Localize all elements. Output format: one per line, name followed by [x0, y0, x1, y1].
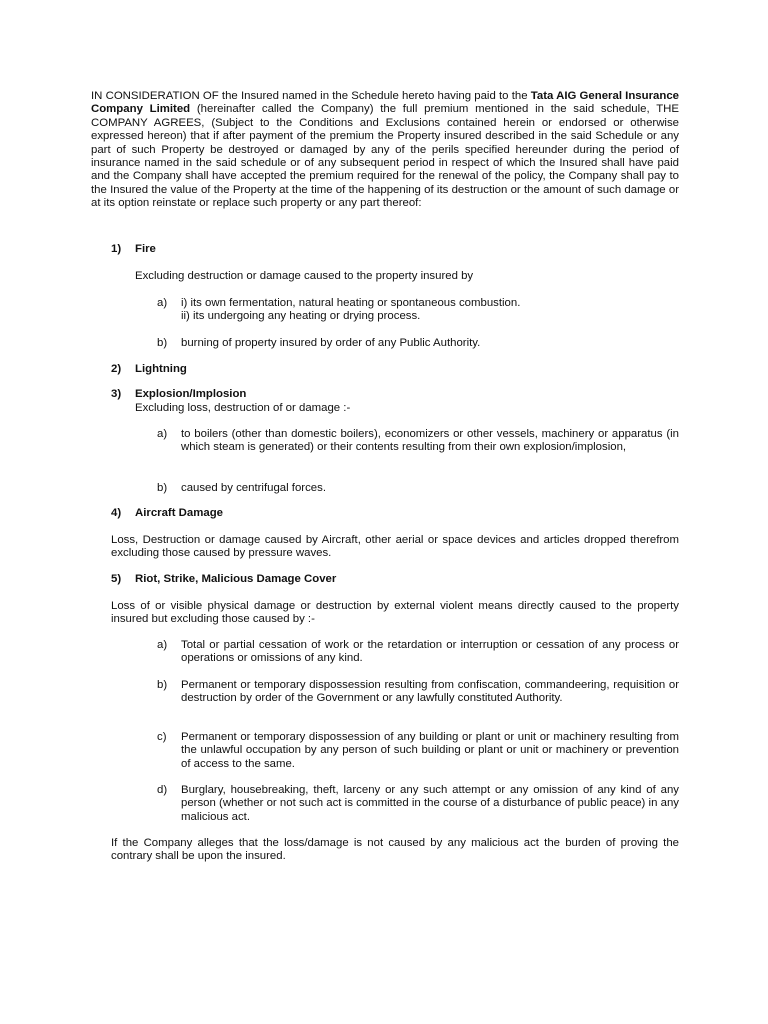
item-text: burning of property insured by order of any Public Authority.	[181, 337, 481, 349]
item-text: Permanent or temporary dispossession resulting from confiscation, commandeering, requisition or destruction by order of the Government or any lawfully constituted Authority.	[181, 679, 679, 705]
riot-closing: If the Company alleges that the loss/damage is not caused by any malicious act the burden of proving the contrary shall be upon the insured.	[111, 837, 679, 863]
section-heading-lightning	[111, 363, 187, 376]
explosion-intro: Excluding loss, destruction of or damage :-	[135, 402, 351, 414]
fire-item-a	[157, 297, 679, 324]
section-number: 1)	[111, 243, 122, 255]
item-label: a)	[157, 297, 168, 309]
item-label: c)	[157, 731, 167, 743]
item-label: b)	[157, 337, 168, 349]
riot-item-d	[157, 784, 679, 824]
section-title: Aircraft Damage	[135, 507, 223, 519]
intro-text-2: (hereinafter called the Company) the full premium mentioned in the said schedule, THE COMPANY AGREES, (Subject to the Conditions and Exclusions contained herein or endorsed or otherwise expressed hereon) that if after payment of the premium the Property insured described in the said Schedule or any part of such Property be destroyed or damaged by any of the perils specified hereunder during the period of insurance named in the said schedule or of any subsequent period in respect of which the Insured shall have paid and the Company shall have accepted the premium required for the renewal of the policy, the Company shall pay to the Insured the value of the Property at the time of the happening of its destruction or the amount of such damage or at its option reinstate or replace such property or any part thereof:	[91, 103, 679, 210]
company-name: Tata AIG General Insurance Company Limited	[91, 90, 679, 116]
section-title: Fire	[135, 243, 156, 255]
explosion-item-b	[157, 482, 679, 495]
fire-intro: Excluding destruction or damage caused to the property insured by	[135, 270, 474, 282]
intro-text-1: IN CONSIDERATION OF the Insured named in the Schedule hereto having paid to the	[91, 90, 531, 102]
riot-item-a	[157, 639, 679, 666]
item-label: d)	[157, 784, 168, 796]
explosion-item-a	[157, 428, 679, 455]
riot-item-c	[157, 731, 679, 771]
item-label: a)	[157, 639, 168, 651]
riot-item-b	[157, 679, 679, 706]
section-heading-aircraft	[111, 507, 223, 520]
section-title: Lightning	[135, 363, 187, 375]
section-heading-fire	[111, 243, 156, 256]
item-label: b)	[157, 482, 168, 494]
section-title: Riot, Strike, Malicious Damage Cover	[135, 573, 337, 585]
item-text: Burglary, housebreaking, theft, larceny or any such attempt or any omission of any kind of any person (whether or not such act is committed in the course of a disturbance of public peace) in any malicious act.	[181, 784, 679, 823]
intro-paragraph	[91, 90, 679, 211]
item-text: Total or partial cessation of work or the retardation or interruption or cessation of any process or operations or omissions of any kind.	[181, 639, 679, 665]
item-label: a)	[157, 428, 168, 440]
section-heading-riot	[111, 573, 336, 586]
section-heading-explosion	[111, 388, 246, 401]
item-text: Permanent or temporary dispossession of any building or plant or unit or machinery resulting from the unlawful occupation by any person of such building or plant or unit or machinery or prevention of access to the same.	[181, 731, 679, 770]
fire-item-a-ii: ii) its undergoing any heating or drying process.	[181, 310, 421, 323]
item-text: to boilers (other than domestic boilers), economizers or other vessels, machinery or apparatus (in which steam is generated) or their contents resulting from their own explosion/implosion,	[181, 428, 679, 454]
riot-intro: Loss of or visible physical damage or destruction by external violent means directly caused to the property insured but excluding those caused by :-	[111, 600, 679, 626]
section-number: 2)	[111, 363, 122, 375]
section-number: 3)	[111, 388, 122, 400]
item-label: b)	[157, 679, 168, 691]
item-text: caused by centrifugal forces.	[181, 482, 326, 494]
section-number: 4)	[111, 507, 122, 519]
section-number: 5)	[111, 573, 122, 585]
aircraft-text: Loss, Destruction or damage caused by Aircraft, other aerial or space devices and articles dropped therefrom excluding those caused by pressure waves.	[111, 534, 679, 560]
fire-item-a-i: i) its own fermentation, natural heating or spontaneous combustion.	[181, 297, 521, 309]
section-title: Explosion/Implosion	[135, 388, 247, 400]
fire-item-b	[157, 337, 679, 350]
